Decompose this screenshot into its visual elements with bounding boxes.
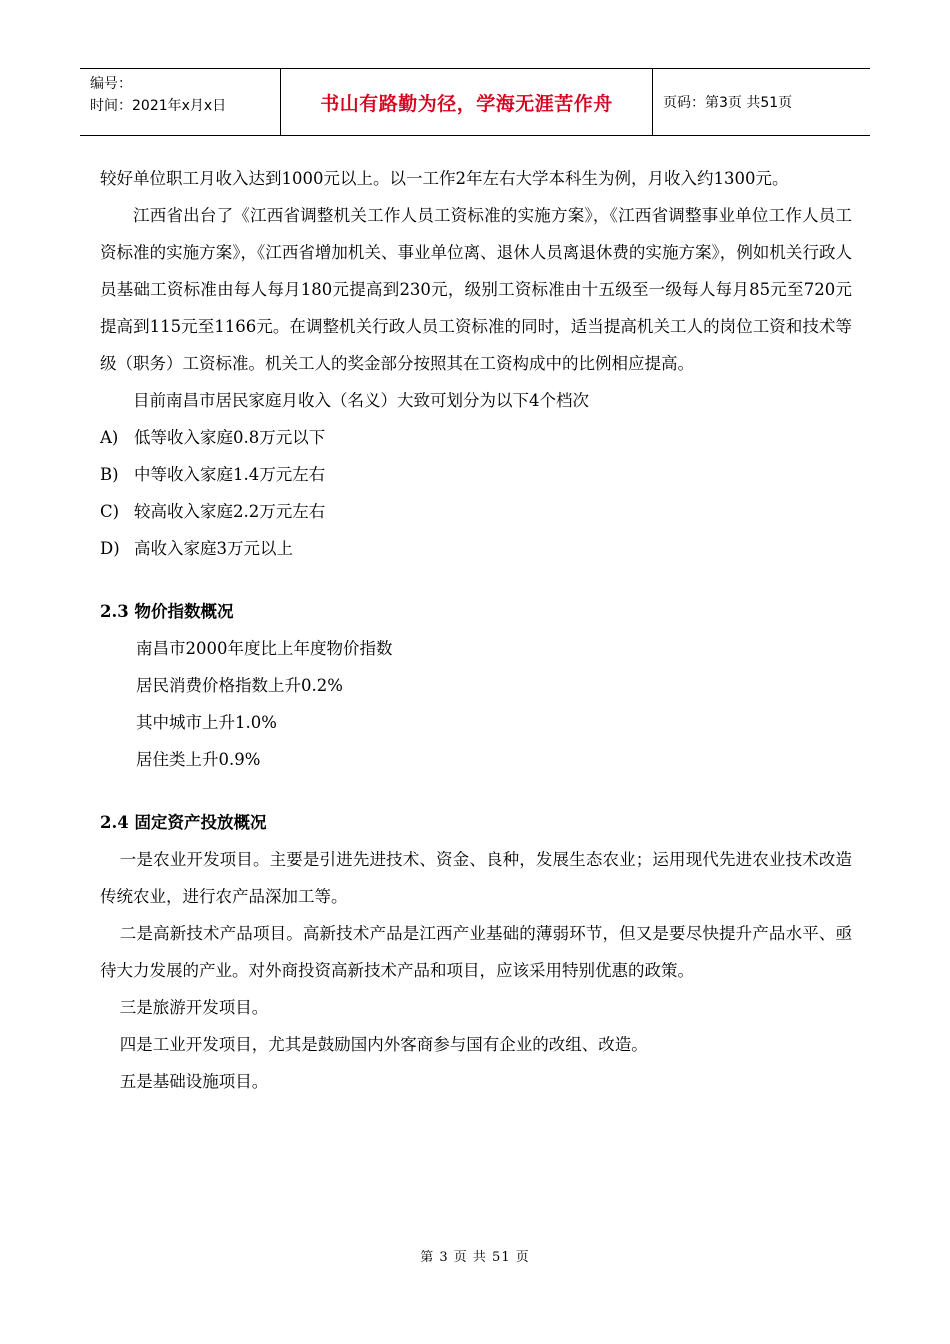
page-footer: 第 3 页 共 51 页 — [420, 1250, 530, 1265]
paragraph-income-levels-intro: 目前南昌市居民家庭月收入（名义）大致可划分为以下4个档次 — [133, 391, 589, 410]
paragraph-wage-policy: 江西省出台了《江西省调整机关工作人员工资标准的实施方案》，《江西省调整事业单位工作人员工资标准的实施方案》，《江西省增加机关、事业单位离、退休人员离退休费的实施方案》，例如机关行政人员基础工资标准由每人每月180元提高到230元，级别工资标准由十五级至一级每人每月85元至720元提高到115元至1166元。在调整机关行政人员工资标准的同时，适当提高机关工人的岗位工资和技术等级（职务）工资标准。机关工人的奖金部分按照其在工资构成中的比例相应提高。 — [100, 206, 852, 373]
income-level-list — [100, 419, 852, 567]
price-index-line: 南昌市2000年度比上年度物价指数 — [136, 639, 393, 658]
investment-paragraph: 五是基础设施项目。 — [119, 1072, 269, 1091]
page-header — [80, 68, 870, 136]
price-index-line: 居民消费价格指数上升0.2% — [136, 676, 343, 695]
section-heading-2-3: 2.3 物价指数概况 — [100, 602, 234, 621]
list-marker: A) — [100, 428, 119, 447]
investment-paragraph: 二是高新技术产品项目。高新技术产品是江西产业基础的薄弱环节，但又是要尽快提升产品水平、亟待大力发展的产业。对外商投资高新技术产品和项目，应该采用特别优惠的政策。 — [100, 924, 852, 980]
list-item — [100, 419, 852, 456]
investment-paragraph: 一是农业开发项目。主要是引进先进技术、资金、良种，发展生态农业；运用现代先进农业技术改造传统农业，进行农产品深加工等。 — [100, 850, 852, 906]
list-marker: C) — [100, 502, 120, 521]
spacer — [100, 778, 852, 804]
price-index-line: 居住类上升0.9% — [136, 750, 261, 769]
spacer — [100, 567, 852, 593]
list-marker: B) — [100, 465, 119, 484]
price-index-line: 其中城市上升1.0% — [136, 713, 277, 732]
number-label: 编号： — [90, 76, 132, 92]
header-motto: 书山有路勤为径，学海无涯苦作舟 — [281, 69, 653, 135]
time-label: 时间：2021年x月x日 — [90, 98, 227, 114]
list-item — [100, 493, 852, 530]
investment-paragraph: 四是工业开发项目，尤其是鼓励国内外客商参与国有企业的改组、改造。 — [119, 1035, 648, 1054]
list-text: 中等收入家庭1.4万元左右 — [134, 465, 326, 484]
list-item — [100, 456, 852, 493]
section-heading-2-4: 2.4 固定资产投放概况 — [100, 813, 267, 832]
paragraph-income-1: 较好单位职工月收入达到1000元以上。以一工作2年左右大学本科生为例，月收入约1300元。 — [100, 169, 789, 188]
header-meta — [80, 69, 281, 135]
list-text: 高收入家庭3万元以上 — [134, 539, 293, 558]
list-text: 低等收入家庭0.8万元以下 — [134, 428, 326, 447]
list-item — [100, 530, 852, 567]
investment-paragraph: 三是旅游开发项目。 — [119, 998, 269, 1017]
document-body — [100, 160, 852, 1100]
list-text: 较高收入家庭2.2万元左右 — [134, 502, 326, 521]
header-page-info: 页码：第3页 共51页 — [663, 95, 793, 111]
list-marker: D) — [100, 539, 120, 558]
